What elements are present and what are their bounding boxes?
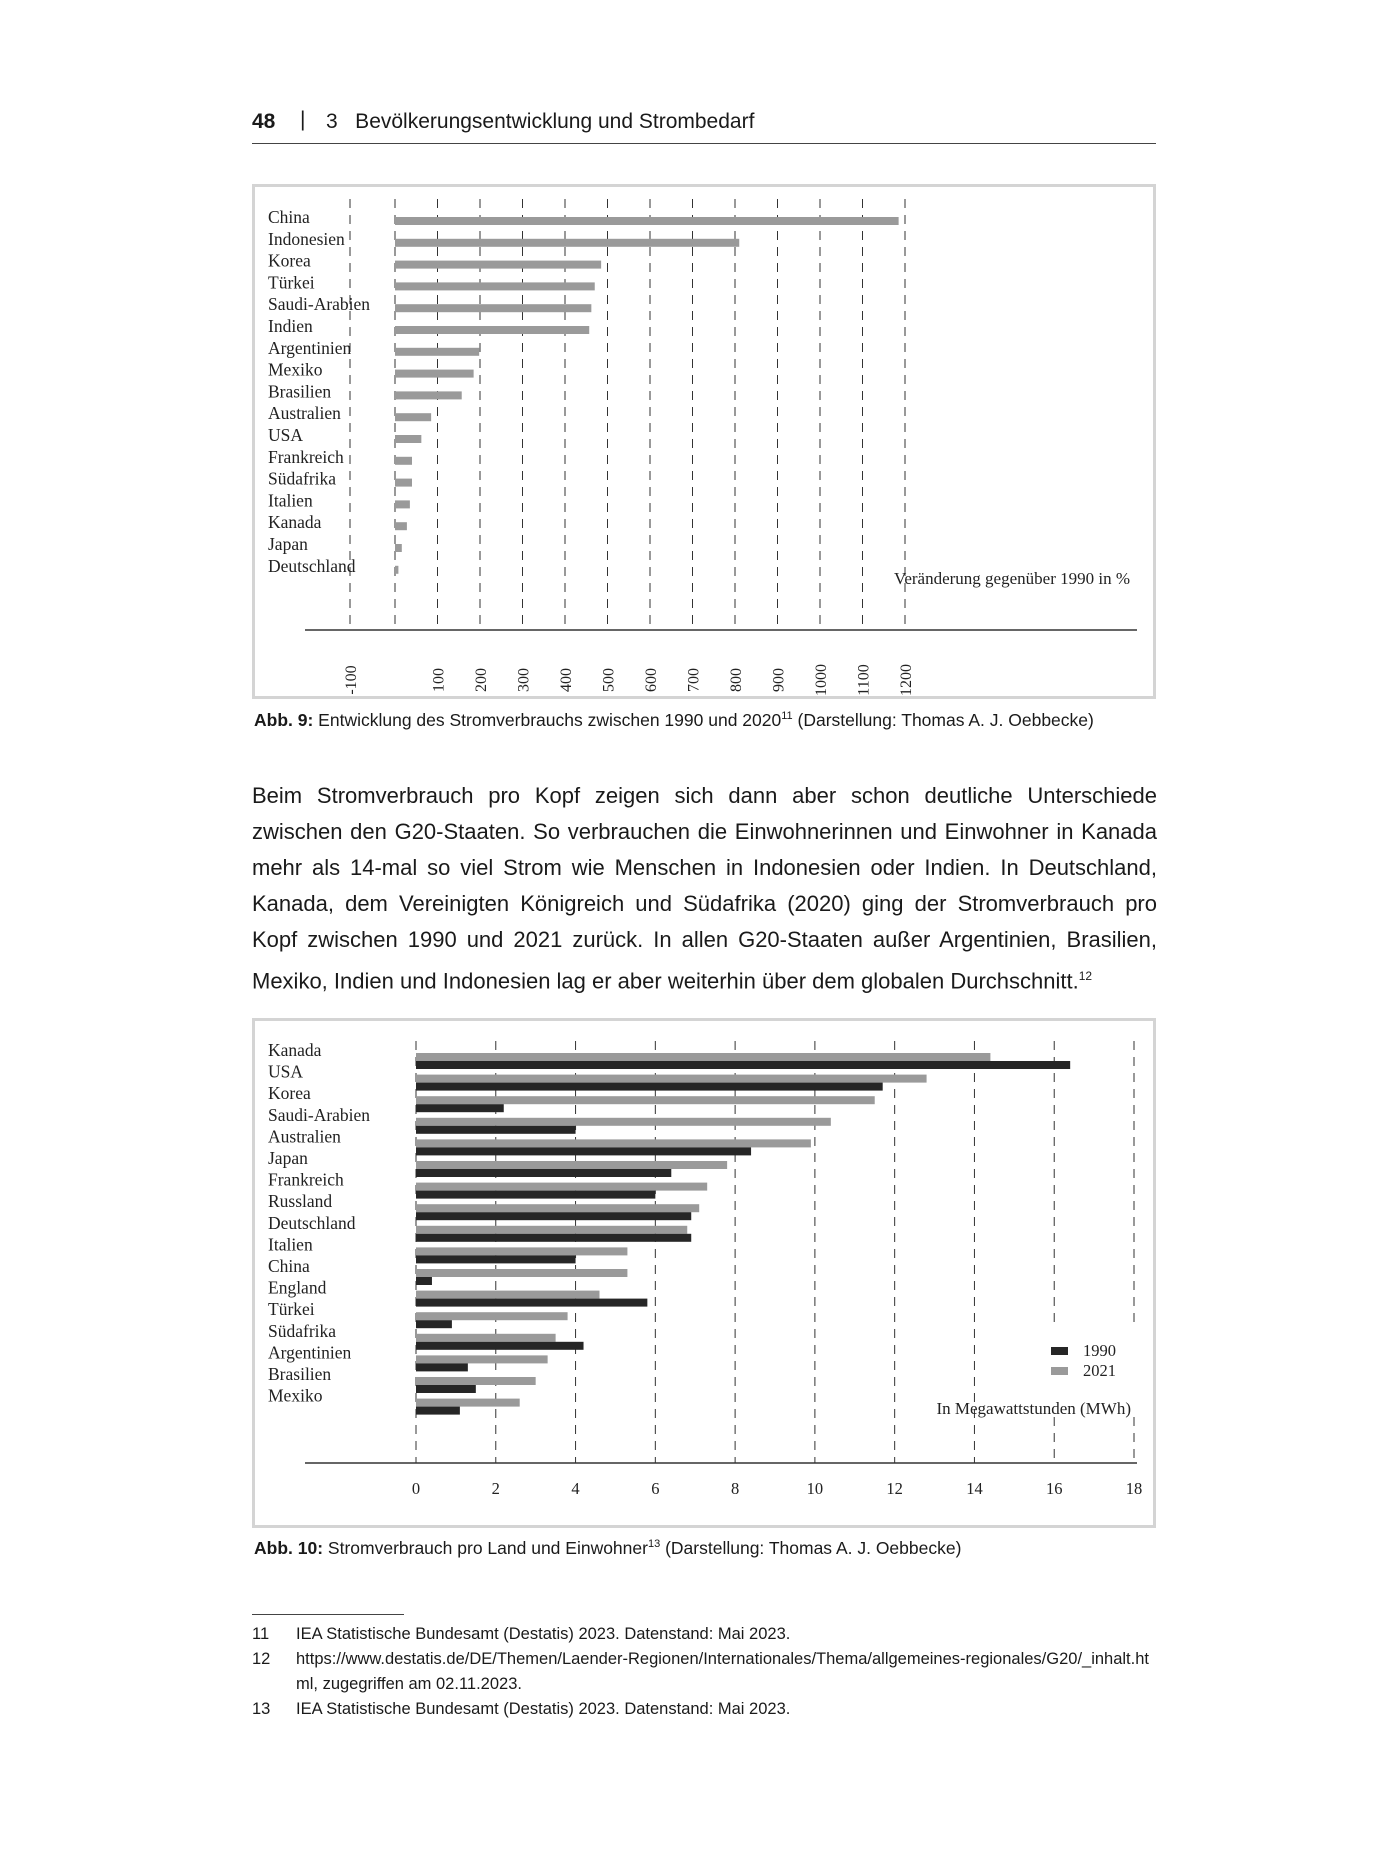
figure-9-caption-sup: 11 [781,710,793,723]
footnote-text: https://www.destatis.de/DE/Themen/Laender-Regionen/Internationales/Thema/allgemeines-regionales/G20/_inhalt.html, zugegriffen am 02.11.2023. [296,1650,1149,1693]
bar-2021 [416,1312,568,1320]
category-label: England [268,1277,327,1298]
category-label: Brasilien [268,381,332,402]
bar-2021 [416,1075,927,1083]
bar-2021 [416,1226,687,1234]
x-tick-label: 1100 [855,664,873,696]
category-label: Mexiko [268,1385,323,1406]
footnote-number: 13 [252,1700,271,1718]
bar [395,500,410,508]
chart-10-svg [255,1021,1153,1525]
x-tick-label: 18 [1125,1479,1143,1498]
bar [395,261,601,269]
bar-2021 [416,1247,627,1255]
bar-1990 [416,1104,504,1112]
bar-2021 [416,1096,875,1104]
category-label: Frankreich [268,1169,344,1190]
figure-10-caption-label: Abb. 10: [254,1538,324,1558]
x-tick-label: 700 [685,668,703,692]
chart-annotation: Veränderung gegenüber 1990 in % [893,569,1130,588]
bar-2021 [416,1334,556,1342]
x-tick-label: 0 [411,1479,421,1498]
category-label: Korea [268,1083,311,1104]
footnote-number: 11 [252,1625,270,1643]
x-tick-label: 14 [966,1479,983,1498]
figure-9-caption [254,710,1174,731]
category-label: Deutschland [268,555,356,576]
bar [395,544,402,552]
legend-swatch-1990 [1051,1347,1068,1355]
x-tick-label: 1200 [898,664,915,696]
body-paragraph [252,778,1157,999]
footnote-item [252,1647,1162,1697]
bar-1990 [416,1061,1070,1069]
footnote-item [252,1697,1162,1722]
bar-1990 [416,1147,751,1155]
x-tick-label: 12 [886,1479,903,1498]
bar-1990 [416,1299,647,1307]
bar [395,282,595,290]
category-label: Mexiko [268,359,323,380]
x-tick-label: 16 [1045,1479,1063,1498]
category-label: Frankreich [268,446,344,467]
bar-2021 [416,1399,520,1407]
figure-9-caption-text: Entwicklung des Stromverbrauchs zwischen 1990 und 2020 [313,710,782,730]
bar [395,435,421,443]
bar [395,479,412,487]
category-label: Italien [268,490,313,511]
bar [395,413,431,421]
category-label: Südafrika [268,1320,337,1341]
bar-1990 [416,1407,460,1415]
x-tick-label: 6 [651,1479,660,1498]
footnotes [252,1622,1162,1722]
footnote-number: 12 [252,1650,271,1668]
bar-1990 [416,1320,452,1328]
figure-10-caption-text: Stromverbrauch pro Land und Einwohner [323,1538,648,1558]
bar-1990 [416,1234,691,1242]
bar-2021 [416,1118,831,1126]
bar [395,326,589,334]
chart-9-svg [255,187,1153,696]
bar-1990 [416,1363,468,1371]
bar-1990 [416,1083,883,1091]
figure-9-caption-label: Abb. 9: [254,710,314,730]
category-label: Italien [268,1234,313,1255]
bar-2021 [416,1161,727,1169]
bar-2021 [416,1183,707,1191]
category-label: Indien [268,316,313,336]
x-tick-label: 800 [728,668,745,692]
bar [395,239,739,247]
category-label: Deutschland [268,1212,356,1233]
header-rule [252,143,1156,144]
footnote-item [252,1622,1162,1647]
bar [395,457,412,465]
footnote-text: IEA Statistische Bundesamt (Destatis) 2023. Datenstand: Mai 2023. [296,1625,791,1643]
x-tick-label: 8 [730,1479,740,1498]
page-header [252,104,1156,144]
x-tick-label: 300 [515,668,533,692]
bar [395,217,899,225]
bar-1990 [416,1342,584,1350]
category-label: USA [268,1061,304,1082]
category-label: Argentinien [268,337,352,358]
category-label: China [268,207,310,227]
category-label: USA [268,425,304,445]
bar [395,370,474,378]
footnote-rule [252,1614,404,1615]
bar-2021 [416,1269,627,1277]
category-label: Japan [268,1148,308,1168]
figure-10-caption-sup: 13 [647,1538,661,1551]
legend-label-2021: 2021 [1083,1361,1116,1380]
page-number: 48 [252,110,276,133]
bar-1990 [416,1191,655,1199]
bar-2021 [416,1355,548,1363]
bar-1990 [416,1385,476,1393]
x-tick-label: -100 [343,665,360,695]
legend-label-1990: 1990 [1083,1341,1116,1360]
figure-10-chart [252,1018,1156,1528]
x-tick-label: 10 [806,1479,824,1498]
category-label: Südafrika [268,468,337,489]
header-separator: | [300,108,306,131]
bar [395,391,462,399]
bar-1990 [416,1212,691,1220]
bar-2021 [416,1291,599,1299]
figure-10-caption [254,1538,1174,1559]
body-paragraph-sup: 12 [1078,969,1093,983]
chart-annotation: In Megawattstunden (MWh) [936,1399,1131,1418]
bar-1990 [416,1255,576,1263]
category-label: Türkei [268,272,315,293]
x-tick-label: 2 [491,1479,500,1498]
x-tick-label: 100 [430,668,448,692]
bar-2021 [416,1053,990,1061]
category-label: Japan [268,534,308,554]
bar-2021 [416,1139,811,1147]
bar-2021 [416,1204,699,1212]
x-tick-label: 900 [770,668,788,692]
x-tick-label: 200 [473,668,490,692]
category-label: Saudi-Arabien [268,294,371,315]
footnote-text: IEA Statistische Bundesamt (Destatis) 2023. Datenstand: Mai 2023. [296,1700,791,1718]
bar-1990 [416,1169,671,1177]
bar [395,348,479,356]
bar-2021 [416,1377,536,1385]
category-label: Russland [268,1191,333,1212]
category-label: Australien [268,1126,341,1147]
legend-swatch-2021 [1051,1367,1068,1375]
bar [395,566,398,574]
x-tick-label: 600 [643,668,660,692]
x-tick-label: 1000 [813,664,830,696]
category-label: Indonesien [268,228,345,249]
bar-1990 [416,1126,576,1134]
figure-10-caption-credit: (Darstellung: Thomas A. J. Oebbecke) [660,1538,962,1558]
body-paragraph-text: Beim Stromverbrauch pro Kopf zeigen sich dann aber schon deutliche Unterschiede zwischen den G20-Staaten. So verbrauchen die Einwohnerinnen und Einwohner in Kanada mehr als 14-mal so viel Strom wie Menschen in Indonesien oder Indien. In Deutschland, Kanada, dem Vereinigten Königreich und Südafrika (2020) ging der Stromverbrauch pro Kopf zwischen 1990 und 2021 zurück. In allen G20-Staaten außer Argentinien, Brasilien, Mexiko, Indien und Indonesien lag er aber weiterhin über dem globalen Durchschnitt. [252,783,1157,994]
category-label: Kanada [268,512,322,533]
category-label: Kanada [268,1040,322,1060]
figure-9-chart [252,184,1156,699]
category-label: Türkei [268,1299,315,1320]
category-label: China [268,1256,310,1276]
figure-9-caption-credit: (Darstellung: Thomas A. J. Oebbecke) [792,710,1094,730]
category-label: Korea [268,250,311,271]
bar [395,522,407,530]
bar-1990 [416,1277,432,1285]
category-label: Argentinien [268,1342,352,1363]
chapter-title: 3 Bevölkerungsentwicklung und Strombedarf [326,110,755,133]
bar [395,304,591,312]
category-label: Brasilien [268,1364,332,1384]
x-tick-label: 4 [571,1479,580,1498]
category-label: Australien [268,403,341,424]
x-tick-label: 500 [600,668,618,692]
category-label: Saudi-Arabien [268,1104,371,1125]
x-tick-label: 400 [558,668,575,692]
